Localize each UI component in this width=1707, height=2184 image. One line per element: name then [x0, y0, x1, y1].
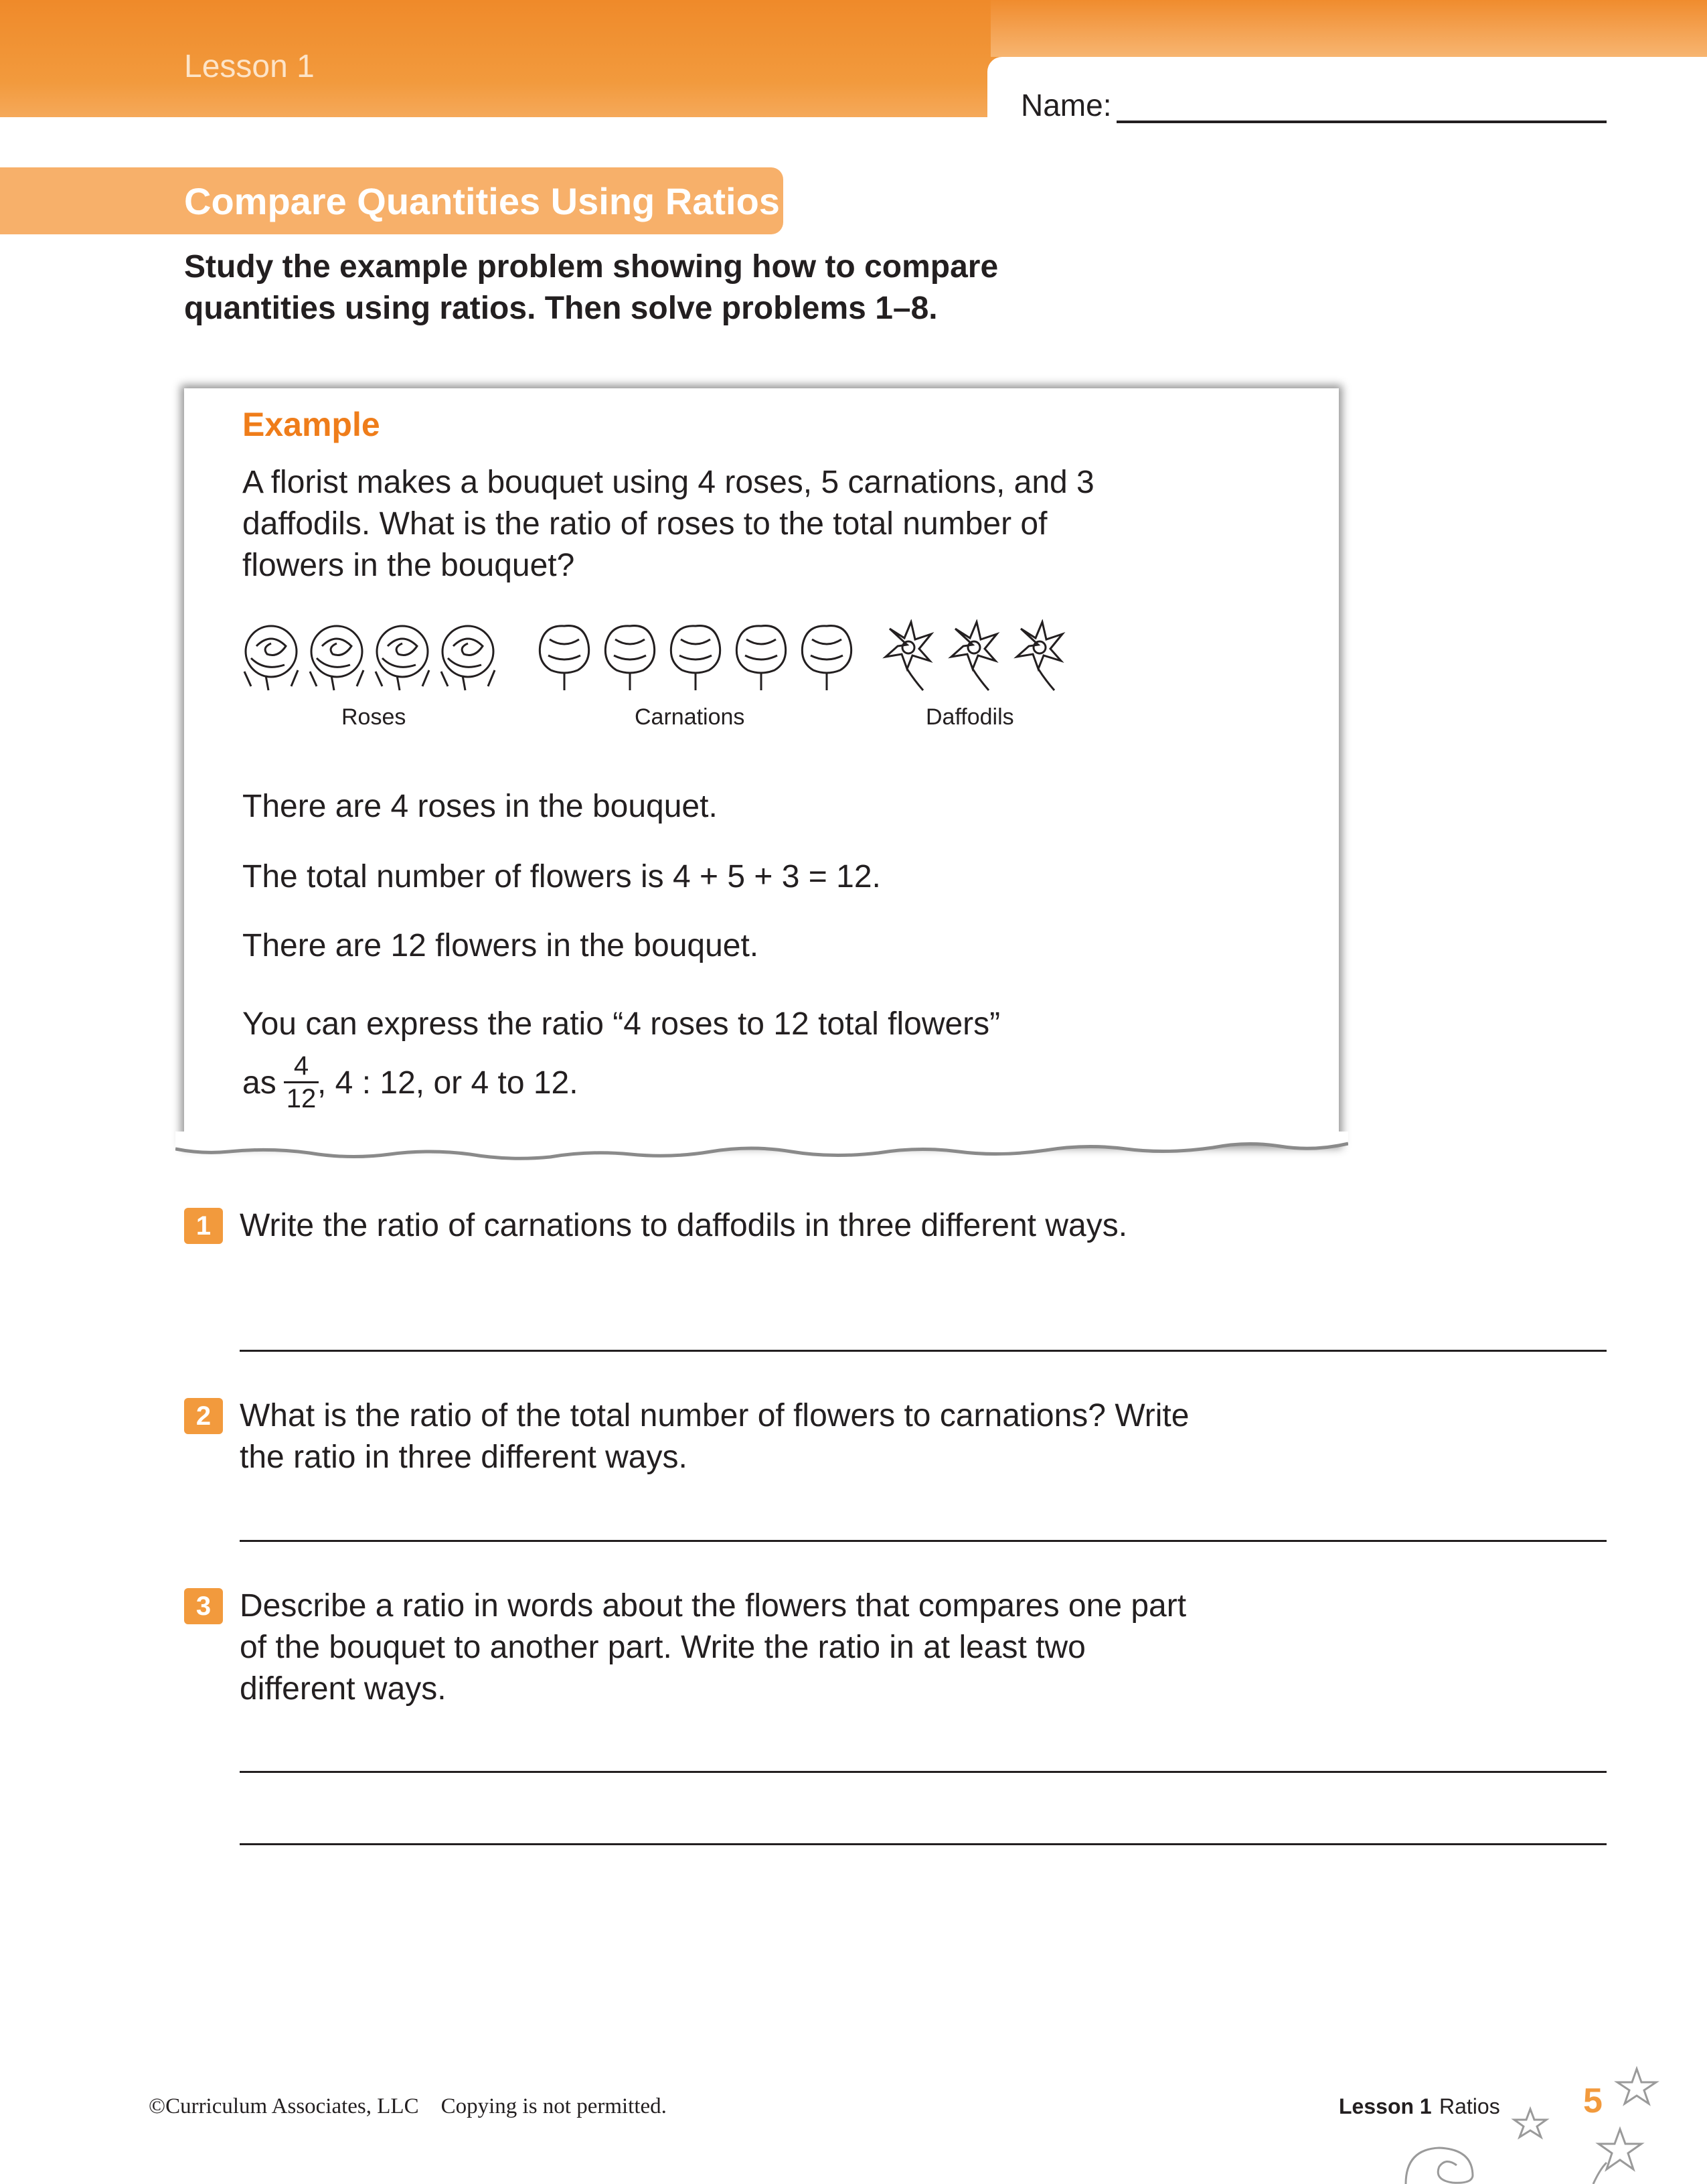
daffodils-label: Daffodils: [926, 704, 1014, 730]
example-as-prefix: as: [242, 1065, 276, 1101]
name-label: Name:: [1021, 88, 1112, 123]
flower-illustration: [238, 619, 1081, 696]
example-as-rest: , 4 : 12, or 4 to 12.: [317, 1065, 578, 1101]
fraction-4-12: [281, 1051, 321, 1113]
problem-2-answer-line[interactable]: [240, 1540, 1607, 1542]
problem-1-answer-line[interactable]: [240, 1350, 1607, 1352]
star-doodle-icon: [1372, 2055, 1707, 2184]
problem-1-text: Write the ratio of carnations to daffodils in three different ways.: [240, 1208, 1128, 1243]
fraction-bar: [284, 1081, 319, 1083]
fraction-numerator: 4: [293, 1051, 309, 1081]
header-band-fade: [991, 0, 1707, 57]
lesson-label: Lesson 1: [184, 49, 315, 84]
problem-1-badge: 1: [184, 1208, 223, 1244]
copyright: ©Curriculum Associates, LLC Copying is not permitted.: [149, 2094, 667, 2118]
footer-topic: Ratios: [1439, 2094, 1500, 2118]
footer-lesson: Lesson 1: [1339, 2094, 1432, 2118]
problem-3-answer-line-1[interactable]: [240, 1771, 1607, 1773]
instructions: Study the example problem showing how to compare quantities using ratios. Then solve problems 1–8.: [184, 249, 999, 326]
problem-3-answer-line-2[interactable]: [240, 1843, 1607, 1845]
name-field[interactable]: [1117, 121, 1607, 123]
fraction-denominator: 12: [286, 1084, 317, 1113]
carnations-label: Carnations: [635, 704, 745, 730]
problem-3-badge: 3: [184, 1588, 223, 1624]
page-title: Compare Quantities Using Ratios: [184, 180, 780, 222]
problem-3-text: Describe a ratio in words about the flowers that compares one part of the bouquet to another part. Write the ratio in at least two different ways.: [240, 1588, 1187, 1707]
example-line-2: The total number of flowers is 4 + 5 + 3 = 12.: [242, 859, 881, 894]
roses-label: Roses: [341, 704, 406, 730]
page-number: 5: [1583, 2082, 1603, 2120]
example-line-1: There are 4 roses in the bouquet.: [242, 789, 718, 824]
example-line-4: You can express the ratio “4 roses to 12 total flowers”: [242, 1006, 1001, 1042]
problem-2-text: What is the ratio of the total number of flowers to carnations? Write the ratio in three different ways.: [240, 1398, 1190, 1475]
example-line-3: There are 12 flowers in the bouquet.: [242, 928, 759, 963]
example-problem: A florist makes a bouquet using 4 roses, 5 carnations, and 3 daffodils. What is the ratio of roses to the total number of flowers in the bouquet?: [242, 465, 1094, 583]
torn-edge: [175, 1132, 1348, 1172]
problem-2-badge: 2: [184, 1398, 223, 1434]
example-heading: Example: [242, 406, 380, 443]
